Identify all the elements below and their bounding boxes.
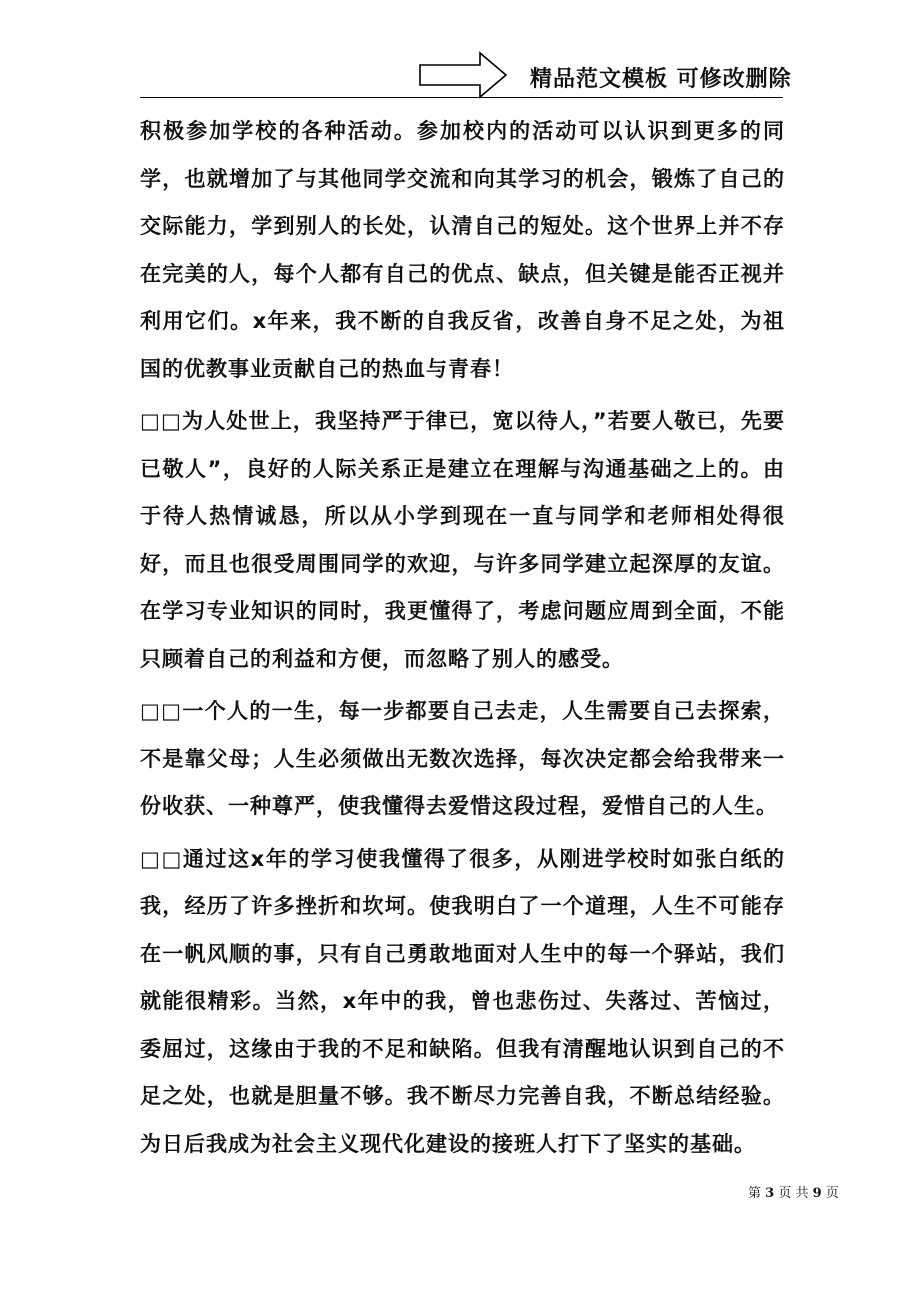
right-arrow-icon — [418, 50, 508, 100]
header-divider — [140, 97, 783, 98]
total-pages: 9 — [812, 1186, 822, 1201]
paragraph: □□为人处世上，我坚持严于律已，宽以待人，”若要人敬已，先要已敬人”，良好的人际关系正是建立在理解与沟通基础之上的。由于待人热情诚恳，所以从小学到现在一直与同学和老师相处得很好，而且也很受周围同学的欢迎，与许多同学建立起深厚的友谊。在学习专业知识的同时，我更懂得了，考虑问题应周到全面，不能只顾着自己的利益和方便，而忽略了别人的感受。 — [140, 409, 785, 671]
document-body — [140, 108, 785, 1173]
current-page: 3 — [765, 1186, 775, 1201]
header-title: 精品范文模板 可修改删除 — [530, 67, 792, 92]
paragraph: □□一个人的一生，每一步都要自己去走，人生需要自己去探索，不是靠父母；人生必须做出无数次选择，每次决定都会给我带来一份收获、一种尊严，使我懂得去爱惜这段过程，爱惜自己的人生。 — [140, 699, 785, 818]
footer-prefix: 第 — [748, 1186, 762, 1201]
page-number — [748, 1182, 839, 1201]
paragraph: □□通过这x年的学习使我懂得了很多，从刚进学校时如张白纸的我，经历了许多挫折和坎坷。使我明白了一个道理，人生不可能存在一帆风顺的事，只有自己勇敢地面对人生中的每一个驿站，我们就能很精彩。当然，x年中的我，曾也悲伤过、失落过、苦恼过，委屈过，这缘由于我的不足和缺陷。但我有清醒地认识到自己的不足之处，也就是胆量不够。我不断尽力完善自我，不断总结经验。为日后我成为社会主义现代化建设的接班人打下了坚实的基础。 — [140, 846, 785, 1156]
footer-suffix: 页 — [825, 1186, 839, 1201]
footer-middle: 页 共 — [778, 1186, 809, 1201]
paragraph: 积极参加学校的各种活动。参加校内的活动可以认识到更多的同学，也就增加了与其他同学交流和向其学习的机会，锻炼了自己的交际能力，学到别人的长处，认清自己的短处。这个世界上并不存在完美的人，每个人都有自己的优点、缺点，但关键是能否正视并利用它们。x年来，我不断的自我反省，改善自身不足之处，为祖国的优教事业贡献自己的热血与青春！ — [140, 119, 785, 381]
